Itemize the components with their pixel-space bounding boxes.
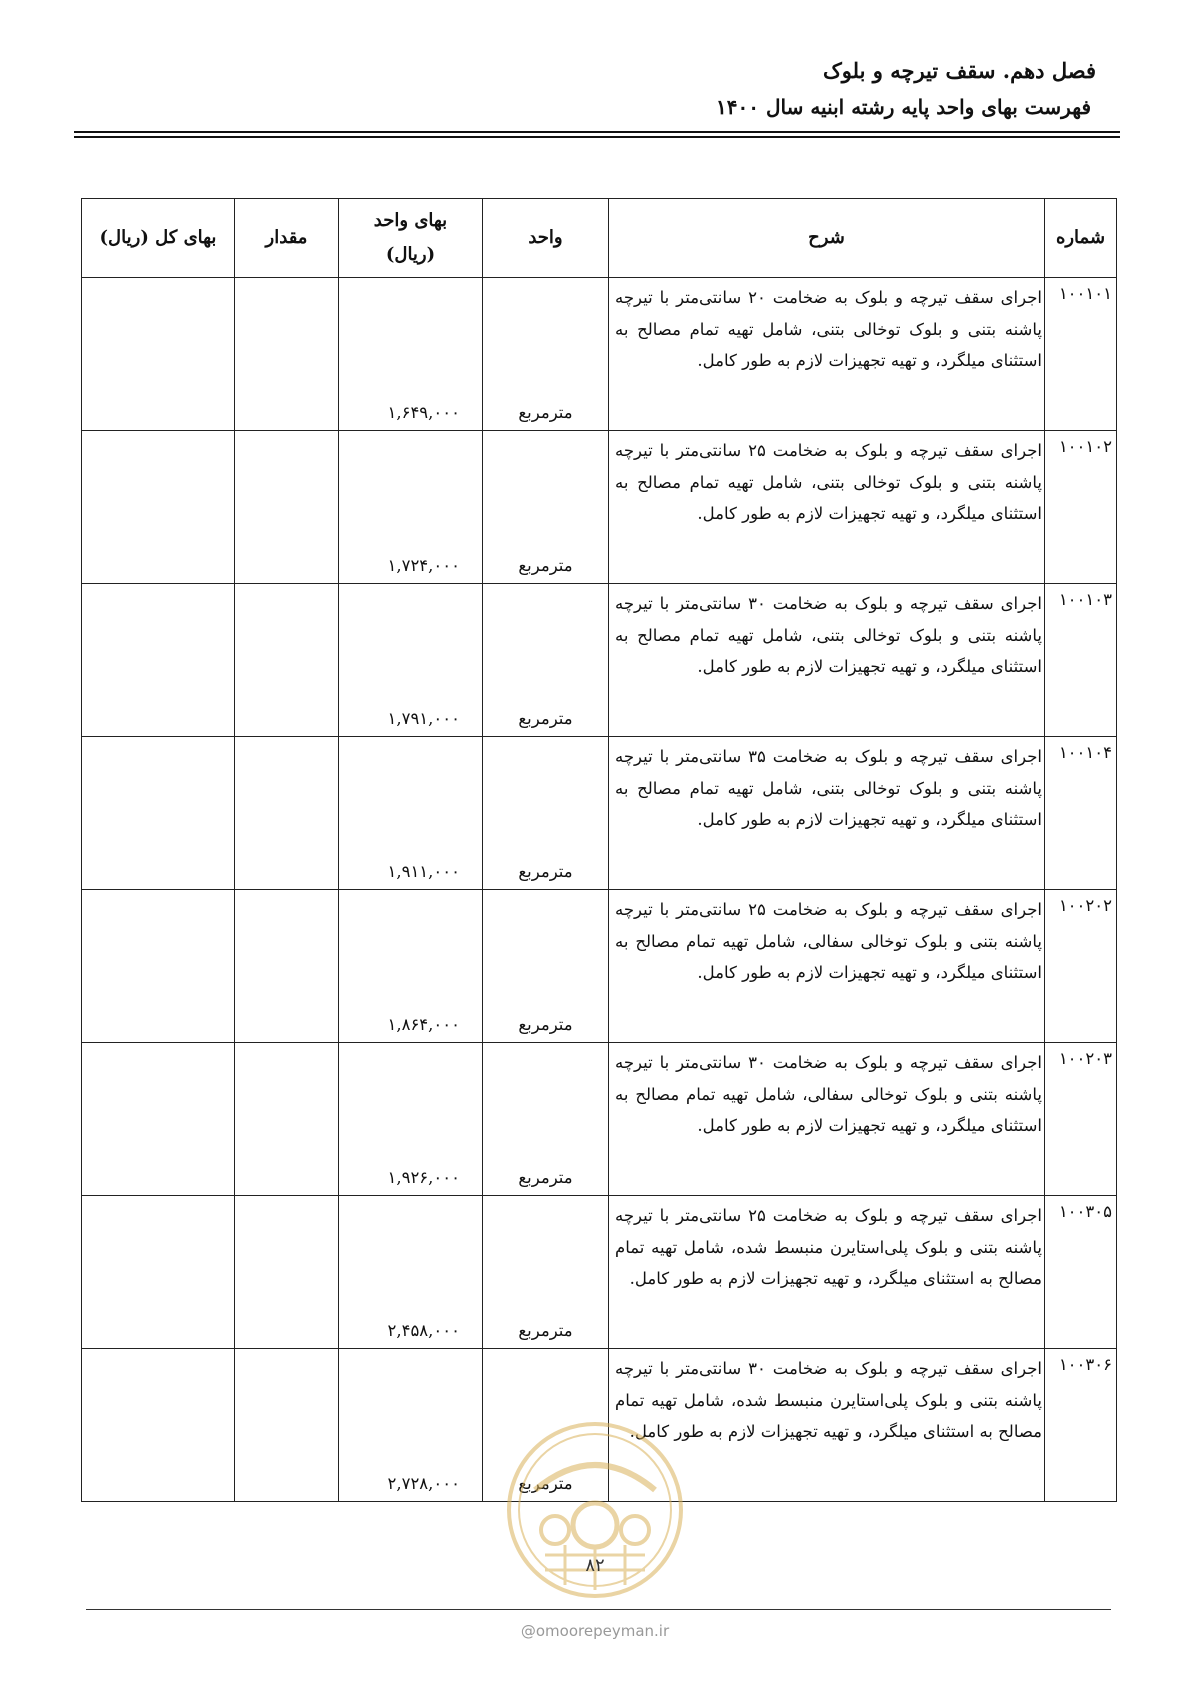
row-unit: مترمربع [483, 1196, 609, 1349]
row-unit: مترمربع [483, 1043, 609, 1196]
row-quantity [235, 431, 339, 584]
col-header-qty: مقدار [235, 199, 339, 278]
row-code: ۱۰۰۱۰۳ [1045, 584, 1117, 737]
row-unit-price: ۱,۸۶۴,۰۰۰ [339, 890, 483, 1043]
page-number: ۸۲ [585, 1555, 605, 1576]
row-description: اجرای سقف تیرچه و بلوک به ضخامت ۳۵ سانتی‌متر با تیرچه پاشنه بتنی و بلوک توخالی بتنی، شامل تهیه تمام مصالح به استثنای میلگرد، و تهیه تجهیزات لازم به طور کامل. [609, 737, 1045, 890]
header-rule-top [74, 131, 1120, 133]
row-code: ۱۰۰۱۰۴ [1045, 737, 1117, 890]
row-description: اجرای سقف تیرچه و بلوک به ضخامت ۲۵ سانتی‌متر با تیرچه پاشنه بتنی و بلوک توخالی سفالی، شامل تهیه تمام مصالح به استثنای میلگرد، و تهیه تجهیزات لازم به طور کامل. [609, 890, 1045, 1043]
row-total [82, 1349, 235, 1502]
row-total [82, 737, 235, 890]
table-row [82, 431, 1117, 584]
row-unit: مترمربع [483, 431, 609, 584]
table-row [82, 737, 1117, 890]
table-row [82, 278, 1117, 431]
row-code: ۱۰۰۳۰۵ [1045, 1196, 1117, 1349]
row-unit: مترمربع [483, 1349, 609, 1502]
row-total [82, 1043, 235, 1196]
row-code: ۱۰۰۲۰۲ [1045, 890, 1117, 1043]
footer-website: @omoorepeyman.ir [520, 1622, 670, 1640]
table-header-row [82, 199, 1117, 278]
row-unit-price: ۱,۹۱۱,۰۰۰ [339, 737, 483, 890]
col-header-unit-price-currency: (ریال) [385, 244, 436, 265]
footer-rule [86, 1609, 1111, 1610]
col-header-desc: شرح [609, 199, 1045, 278]
row-code: ۱۰۰۱۰۱ [1045, 278, 1117, 431]
row-unit-price: ۱,۷۹۱,۰۰۰ [339, 584, 483, 737]
row-quantity [235, 278, 339, 431]
row-description: اجرای سقف تیرچه و بلوک به ضخامت ۲۵ سانتی‌متر با تیرچه پاشنه بتنی و بلوک توخالی بتنی، شامل تهیه تمام مصالح به استثنای میلگرد، و تهیه تجهیزات لازم به طور کامل. [609, 431, 1045, 584]
page-header [716, 56, 1096, 119]
row-code: ۱۰۰۲۰۳ [1045, 1043, 1117, 1196]
row-unit: مترمربع [483, 737, 609, 890]
row-total [82, 431, 235, 584]
row-quantity [235, 1196, 339, 1349]
row-description: اجرای سقف تیرچه و بلوک به ضخامت ۳۰ سانتی‌متر با تیرچه پاشنه بتنی و بلوک پلی‌استایرن منبسط شده، شامل تهیه تمام مصالح به استثنای میلگرد، و تهیه تجهیزات لازم به طور کامل. [609, 1349, 1045, 1502]
table-row [82, 1196, 1117, 1349]
price-table [81, 198, 1117, 1502]
row-total [82, 1196, 235, 1349]
row-unit: مترمربع [483, 584, 609, 737]
table-row [82, 584, 1117, 737]
row-quantity [235, 1349, 339, 1502]
chapter-title: فصل دهم. سقف تیرچه و بلوک [823, 58, 1096, 83]
col-header-unit-price-title: بهای واحد [373, 210, 448, 231]
row-code: ۱۰۰۱۰۲ [1045, 431, 1117, 584]
document-subtitle: فهرست بهای واحد پایه رشته ابنیه سال ۱۴۰۰ [716, 95, 1091, 119]
row-quantity [235, 890, 339, 1043]
col-header-unit-price [339, 199, 483, 278]
row-code: ۱۰۰۳۰۶ [1045, 1349, 1117, 1502]
row-description: اجرای سقف تیرچه و بلوک به ضخامت ۳۰ سانتی‌متر با تیرچه پاشنه بتنی و بلوک توخالی سفالی، شامل تهیه تمام مصالح به استثنای میلگرد، و تهیه تجهیزات لازم به طور کامل. [609, 1043, 1045, 1196]
table-row [82, 1043, 1117, 1196]
row-quantity [235, 584, 339, 737]
table-row [82, 890, 1117, 1043]
row-unit-price: ۱,۷۲۴,۰۰۰ [339, 431, 483, 584]
row-unit-price: ۱,۹۲۶,۰۰۰ [339, 1043, 483, 1196]
row-description: اجرای سقف تیرچه و بلوک به ضخامت ۲۵ سانتی‌متر با تیرچه پاشنه بتنی و بلوک پلی‌استایرن منبسط شده، شامل تهیه تمام مصالح به استثنای میلگرد، و تهیه تجهیزات لازم به طور کامل. [609, 1196, 1045, 1349]
col-header-code: شماره [1045, 199, 1117, 278]
col-header-unit: واحد [483, 199, 609, 278]
row-total [82, 278, 235, 431]
row-unit: مترمربع [483, 890, 609, 1043]
row-total [82, 584, 235, 737]
row-quantity [235, 737, 339, 890]
col-header-total: بهای کل (ریال) [82, 199, 235, 278]
row-unit-price: ۲,۷۲۸,۰۰۰ [339, 1349, 483, 1502]
row-total [82, 890, 235, 1043]
row-unit-price: ۱,۶۴۹,۰۰۰ [339, 278, 483, 431]
row-unit-price: ۲,۴۵۸,۰۰۰ [339, 1196, 483, 1349]
row-description: اجرای سقف تیرچه و بلوک به ضخامت ۲۰ سانتی‌متر با تیرچه پاشنه بتنی و بلوک توخالی بتنی، شامل تهیه تمام مصالح به استثنای میلگرد، و تهیه تجهیزات لازم به طور کامل. [609, 278, 1045, 431]
header-rule-bottom [74, 136, 1120, 138]
row-quantity [235, 1043, 339, 1196]
row-unit: مترمربع [483, 278, 609, 431]
row-description: اجرای سقف تیرچه و بلوک به ضخامت ۳۰ سانتی‌متر با تیرچه پاشنه بتنی و بلوک توخالی بتنی، شامل تهیه تمام مصالح به استثنای میلگرد، و تهیه تجهیزات لازم به طور کامل. [609, 584, 1045, 737]
